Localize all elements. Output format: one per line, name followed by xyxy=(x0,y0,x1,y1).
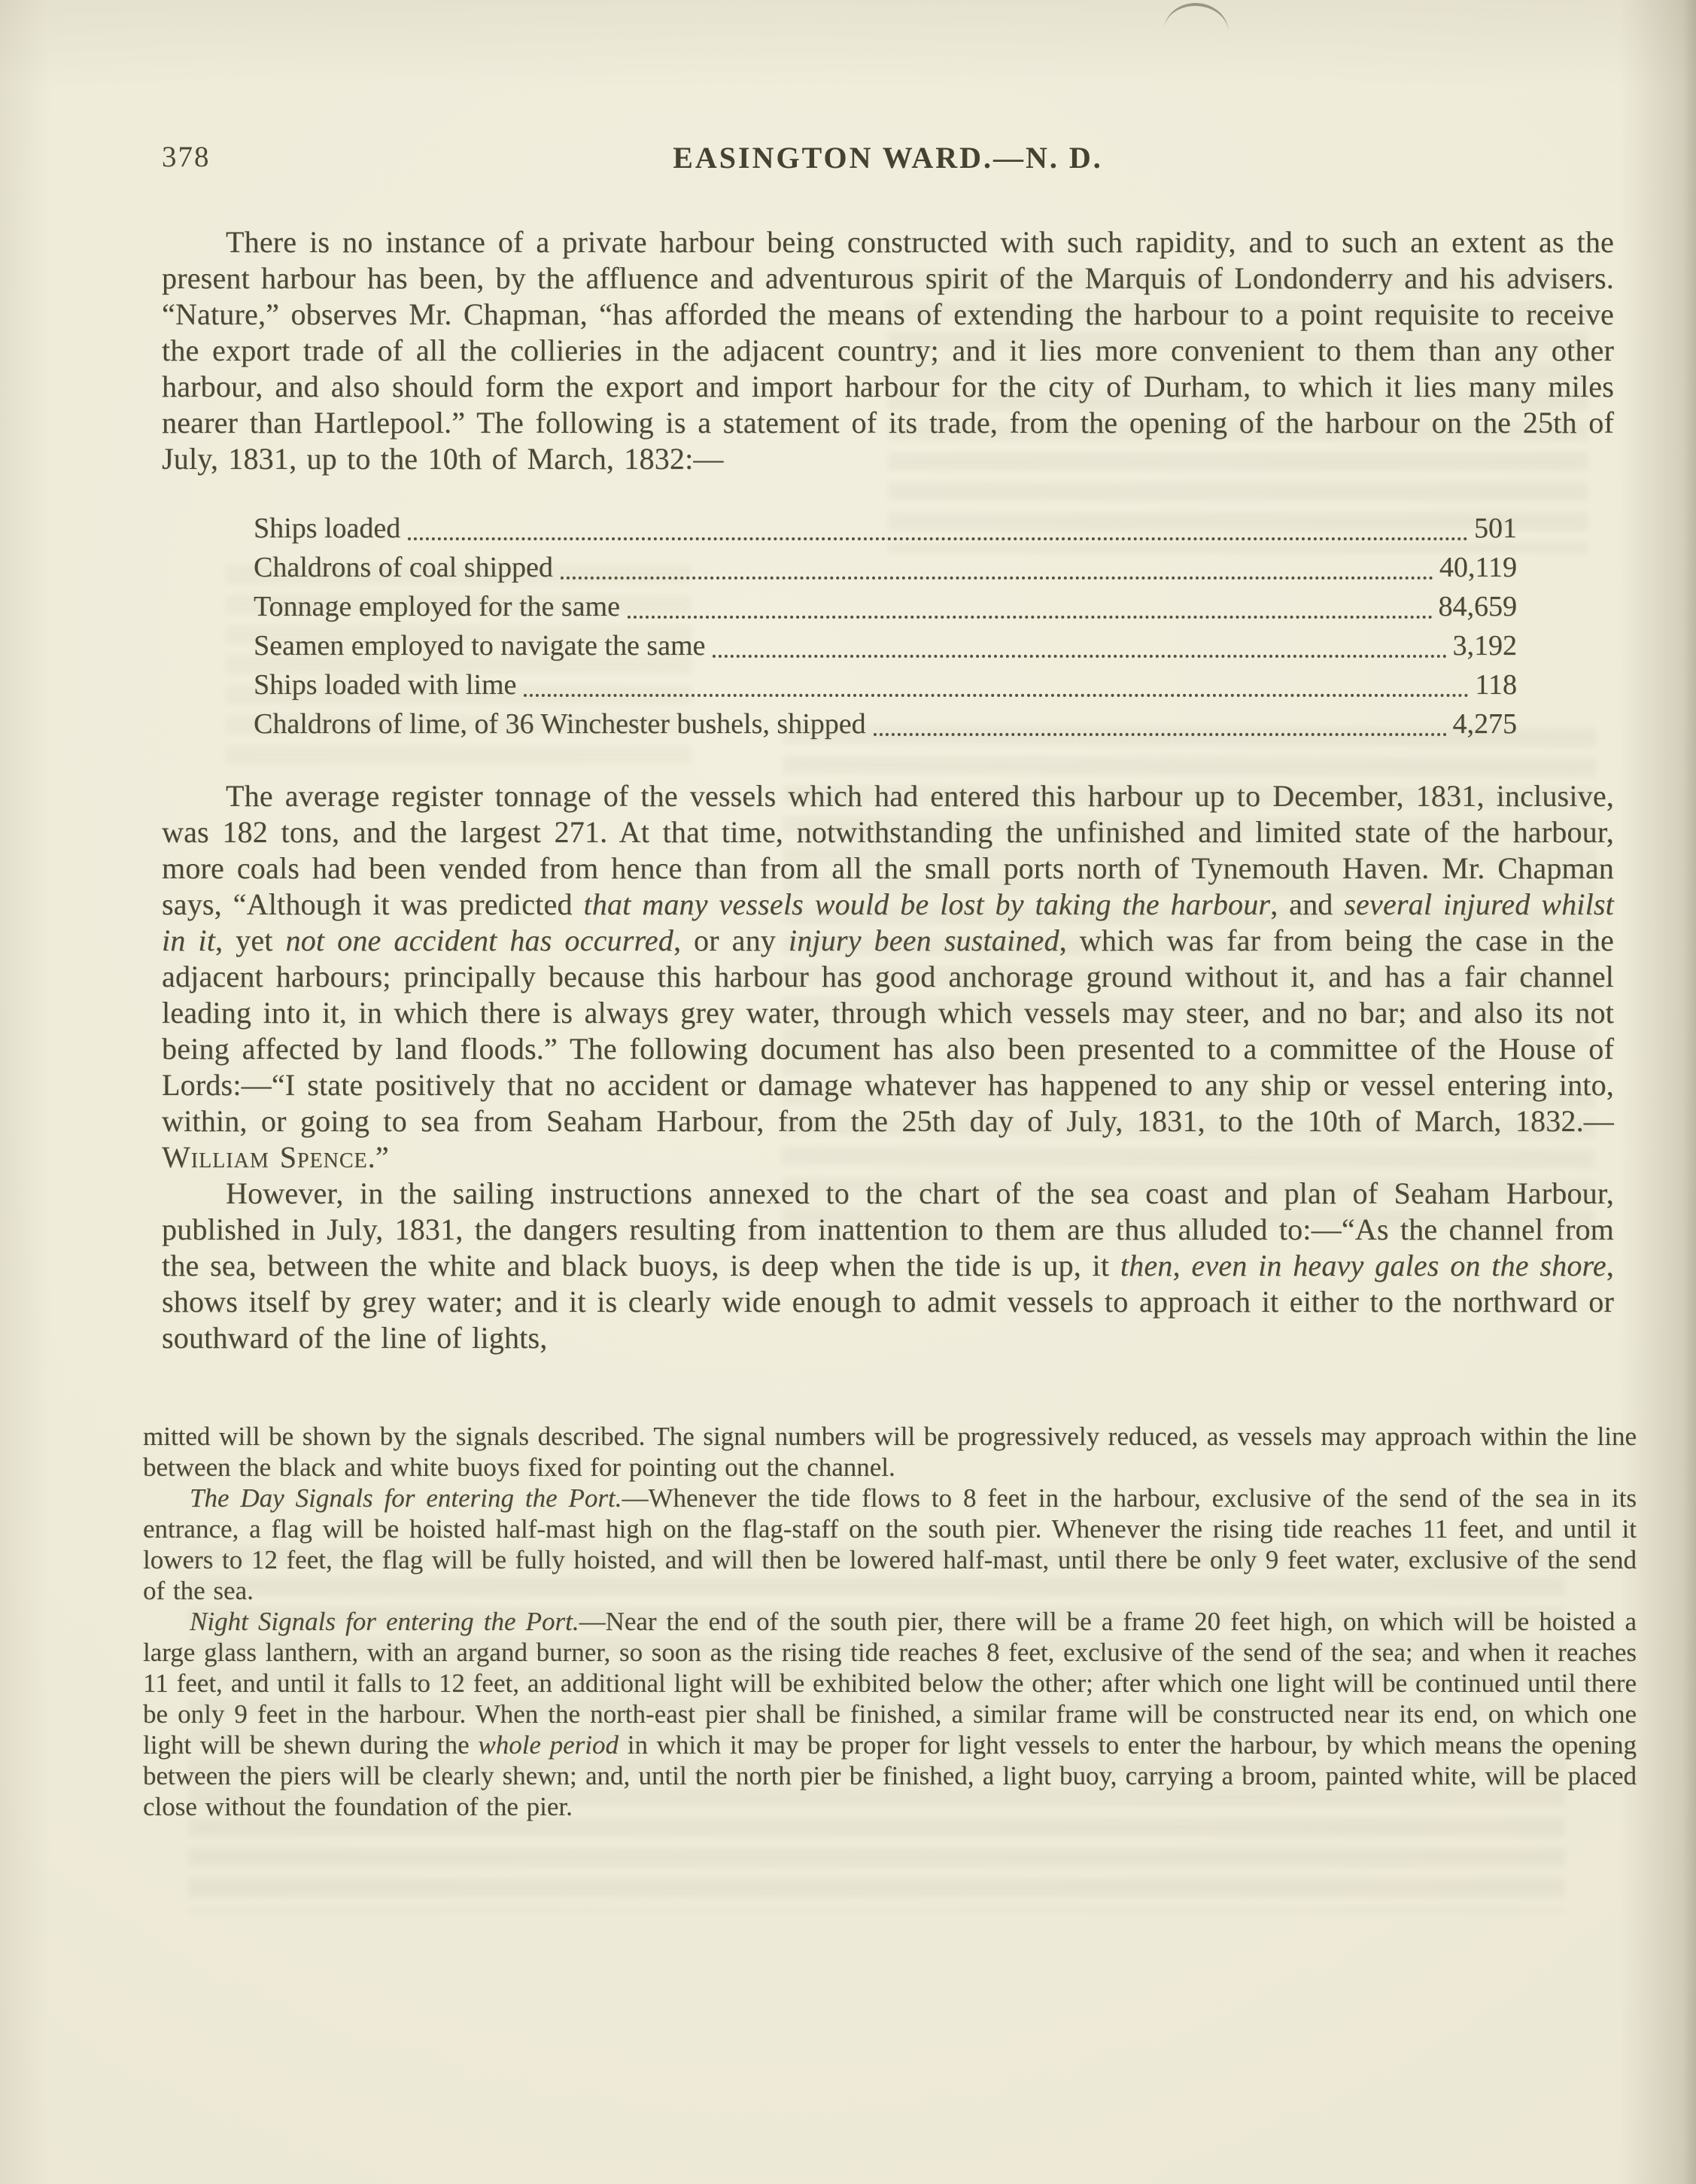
stat-row-seamen xyxy=(254,629,1517,668)
footnote-night-signals: Night Signals for entering the Port.—Near the end of the south pier, there will be a frame 20 feet high, on which will be hoisted a large glass lanthern, with an argand burner, so soon as the rising tide reaches 8 feet, exclusive of the send of the sea; and when it reaches 11 feet, and until it falls to 12 feet, an additional light will be exhibited below the other; after which one light will be continued until there be only 9 feet in the harbour. When the north-east pier shall be finished, a similar frame will be constructed near its end, on which one light will be shewn during the whole period in which it may be proper for light vessels to enter the harbour, by which means the opening between the piers will be clearly shewn; and, until the north pier be finished, a light buoy, carrying a broom, painted white, will be placed close without the foundation of the pier. xyxy=(143,1607,1637,1821)
page-head xyxy=(162,140,1614,182)
stat-row-ships-loaded xyxy=(254,512,1517,551)
stat-value: 84,659 xyxy=(1438,591,1517,622)
dotted-leader xyxy=(628,616,1433,619)
paragraph-sailing-instructions: However, in the sailing instructions annexed to the chart of the sea coast and plan of Seaham Harbour, published in July, 1831, the dangers resulting from inattention to them are thus alluded to:—“As the channel from the sea, between the white and black buoys, is deep when the tide is up, it then, even in heavy gales on the shore, shows itself by grey water; and it is clearly wide enough to admit vessels to approach it either to the northward or southward of the line of lights, xyxy=(162,1176,1614,1355)
footnote-block xyxy=(143,1421,1637,1822)
stat-row-tonnage xyxy=(254,590,1517,629)
stat-value: 3,192 xyxy=(1452,630,1517,662)
stat-label: Ships loaded with lime xyxy=(254,669,517,701)
stat-label: Chaldrons of lime, of 36 Winchester bushels, shipped xyxy=(254,708,866,740)
running-header: EASINGTON WARD.—N. D. xyxy=(673,141,1103,175)
stat-label: Chaldrons of coal shipped xyxy=(254,552,553,583)
footnote-day-signals: The Day Signals for entering the Port.—Whenever the tide flows to 8 feet in the harbour, exclusive of the send of the sea in its entrance, a flag will be hoisted half-mast high on the flag-staff on the south pier. Whenever the rising tide reaches 11 feet, and until it lowers to 12 feet, the flag will be fully hoisted, and will then be lowered half-mast, until there be only 9 feet water, exclusive of the send of the sea. xyxy=(143,1483,1637,1605)
stat-value: 40,119 xyxy=(1439,552,1517,583)
stat-row-chaldrons-coal xyxy=(254,551,1517,590)
stat-label: Tonnage employed for the same xyxy=(254,591,620,622)
dotted-leader xyxy=(874,733,1447,736)
stat-row-ships-lime xyxy=(254,668,1517,707)
trade-statistics-list xyxy=(254,512,1517,747)
stat-value: 4,275 xyxy=(1452,708,1517,740)
page-number: 378 xyxy=(162,141,211,173)
dotted-leader xyxy=(561,576,1433,579)
stat-label: Ships loaded xyxy=(254,513,401,544)
stat-value: 501 xyxy=(1474,513,1517,544)
paragraph-harbour-construction: There is no instance of a private harbour being constructed with such rapidity, and to such an extent as the present harbour has been, by the affluence and adventurous spirit of the Marquis of Londonderry and his advisers. “Nature,” observes Mr. Chapman, “has afforded the means of extending the harbour to a point requisite to receive the export trade of all the collieries in the adjacent country; and it lies more convenient to them than any other harbour, and also should form the export and import harbour for the city of Durham, to which it lies many miles nearer than Hartlepool.” The following is a statement of its trade, from the opening of the harbour on the 25th of July, 1831, up to the 10th of March, 1832:— xyxy=(162,225,1614,476)
stat-label: Seamen employed to navigate the same xyxy=(254,630,706,662)
footnote-continuation: mitted will be shown by the signals described. The signal numbers will be progressively reduced, as vessels may approach within the line between the black and white buoys fixed for pointing out the channel. xyxy=(143,1422,1637,1482)
stat-row-chaldrons-lime xyxy=(254,707,1517,747)
paragraph-register-tonnage: The average register tonnage of the vessels which had entered this harbour up to December, 1831, inclusive, was 182 tons, and the largest 271. At that time, notwithstanding the unfinished and limited state of the harbour, more coals had been vended from hence than from all the small ports north of Tynemouth Haven. Mr. Chapman says, “Although it was predicted that many vessels would be lost by taking the harbour, and several injured whilst in it, yet not one accident has occurred, or any injury been sustained, which was far from being the case in the adjacent harbours; principally because this harbour has good anchorage ground without it, and has a fair channel leading into it, in which there is always grey water, through which vessels may steer, and no bar; and also its not being affected by land floods.” The following document has also been presented to a committee of the House of Lords:—“I state positively that no accident or damage whatever has happened to any ship or vessel entering into, within, or going to sea from Seaham Harbour, from the 25th day of July, 1831, to the 10th of March, 1832.—William Spence.” xyxy=(162,779,1614,1174)
dotted-leader xyxy=(408,537,1468,540)
dotted-leader xyxy=(713,655,1446,658)
dotted-leader xyxy=(524,694,1469,697)
stat-value: 118 xyxy=(1475,669,1517,701)
scan-artifact-arc xyxy=(1164,1,1230,34)
